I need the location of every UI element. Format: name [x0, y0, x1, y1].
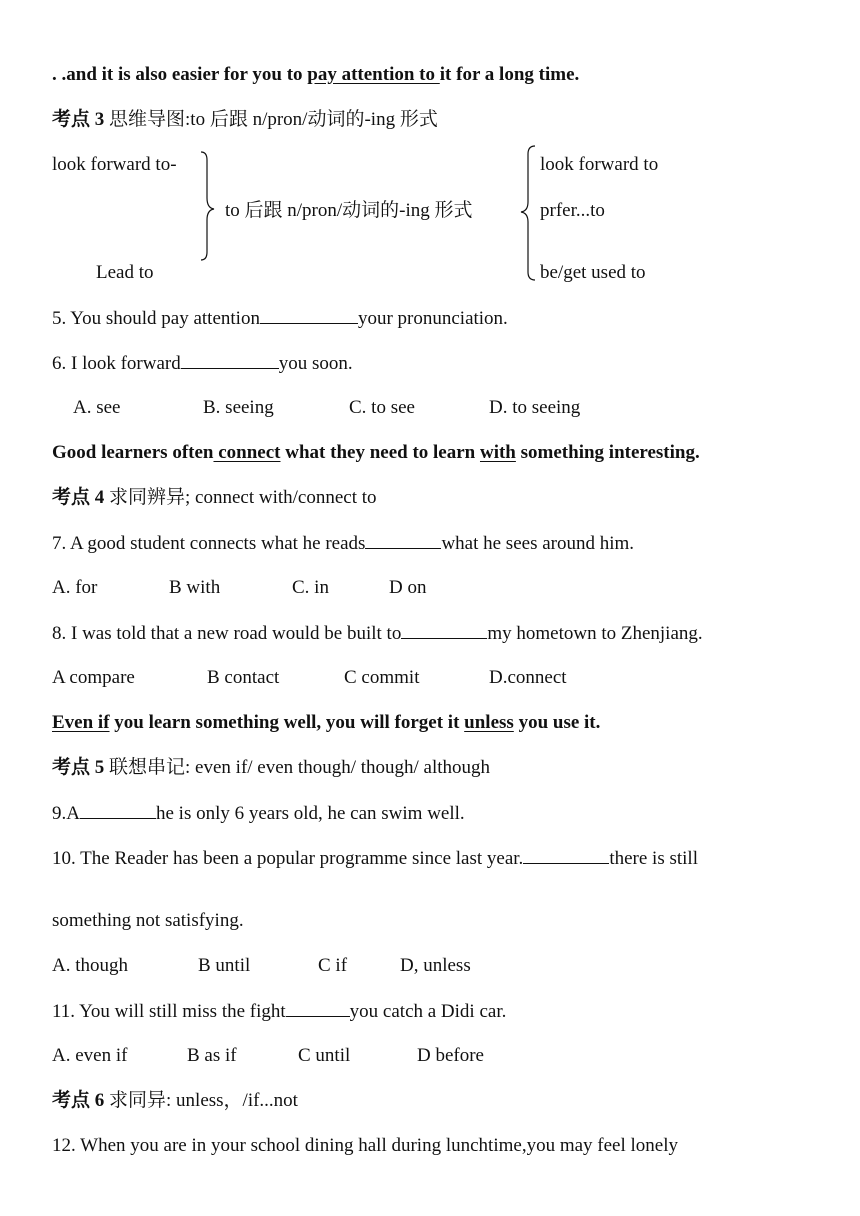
intro-text-2: it for a long time.	[439, 64, 580, 85]
answer-blank[interactable]	[286, 999, 350, 1017]
option-a[interactable]: A. even if	[52, 1045, 128, 1066]
question-11-text-2: you catch a Didi car.	[349, 1001, 507, 1022]
option-a[interactable]: A compare	[52, 667, 135, 688]
even-if-text-2: you use it.	[513, 712, 601, 733]
intro-sentence	[52, 63, 579, 87]
answer-blank[interactable]	[365, 531, 441, 549]
option-b[interactable]: B contact	[207, 667, 280, 688]
answer-blank[interactable]	[260, 306, 358, 324]
option-a[interactable]: A. though	[52, 955, 128, 976]
question-6	[52, 351, 353, 376]
question-6-text-2: you soon.	[278, 353, 353, 374]
even-if-text-1: you learn something well, you will forget it	[109, 712, 465, 733]
connect-sentence	[52, 441, 700, 465]
mindmap-right-2: prfer...to	[540, 200, 605, 221]
key-point-5	[52, 756, 490, 780]
option-c[interactable]: C. to see	[349, 397, 415, 418]
mindmap-left-1: look forward to-	[52, 154, 177, 175]
question-8	[52, 621, 703, 646]
mindmap-right-brace	[516, 144, 538, 282]
even-if-sentence	[52, 711, 600, 735]
question-10-text-1: 10. The Reader has been a popular programme since last year.	[52, 848, 524, 869]
key-point-3-label: 考点 3	[52, 109, 105, 130]
key-point-4-label: 考点 4	[52, 487, 105, 508]
answer-blank[interactable]	[523, 846, 609, 864]
key-point-5-label: 考点 5	[52, 757, 105, 778]
option-d[interactable]: D. to seeing	[489, 397, 581, 418]
option-c[interactable]: C if	[318, 955, 348, 976]
question-11	[52, 999, 506, 1024]
key-point-4	[52, 486, 377, 510]
mindmap-left-brace	[198, 150, 220, 262]
question-5-text-2: your pronunciation.	[357, 308, 508, 329]
key-point-6-label: 考点 6	[52, 1090, 105, 1111]
question-10-continued: something not satisfying.	[52, 910, 244, 931]
question-5-text-1: 5. You should pay attention	[52, 308, 260, 329]
key-point-6-text: 求同异: unless，/if...not	[104, 1090, 298, 1111]
intro-text-1: . .and it is also easier for you to	[52, 64, 308, 85]
intro-underlined-phrase: pay attention to	[307, 64, 440, 85]
key-point-3	[52, 108, 438, 132]
connect-text-3: something interesting.	[515, 442, 700, 463]
option-b[interactable]: B until	[198, 955, 251, 976]
option-d[interactable]: D on	[389, 577, 427, 598]
question-7-text-2: what he sees around him.	[441, 533, 635, 554]
question-9-text-1: 9.A	[52, 803, 80, 824]
option-d[interactable]: D, unless	[400, 955, 471, 976]
option-c[interactable]: C. in	[292, 577, 329, 598]
question-11-text-1: 11. You will still miss the fight	[52, 1001, 286, 1022]
question-12: 12. When you are in your school dining hall during lunchtime,you may feel lonely	[52, 1135, 678, 1156]
option-b[interactable]: B as if	[187, 1045, 237, 1066]
mindmap-right-1: look forward to	[540, 154, 659, 175]
option-b[interactable]: B with	[169, 577, 221, 598]
question-5	[52, 306, 508, 331]
mindmap-left-2: Lead to	[96, 262, 154, 283]
option-b[interactable]: B. seeing	[203, 397, 274, 418]
answer-blank[interactable]	[401, 621, 487, 639]
even-if-underlined-2: unless	[464, 712, 514, 733]
connect-underlined-1: connect	[213, 442, 281, 463]
question-6-text-1: 6. I look forward	[52, 353, 181, 374]
mindmap-center: to 后跟 n/pron/动词的-ing 形式	[225, 200, 473, 221]
option-c[interactable]: C until	[298, 1045, 351, 1066]
connect-text-1: Good learners often	[52, 442, 214, 463]
question-7-text-1: 7. A good student connects what he reads	[52, 533, 366, 554]
key-point-6	[52, 1089, 298, 1113]
option-a[interactable]: A. for	[52, 577, 98, 598]
connect-text-2: what they need to learn	[280, 442, 480, 463]
key-point-4-text: 求同辨异; connect with/connect to	[104, 487, 377, 508]
connect-underlined-2: with	[479, 442, 516, 463]
answer-blank[interactable]	[80, 801, 156, 819]
question-7	[52, 531, 634, 556]
question-10-text-2: there is still	[609, 848, 698, 869]
answer-blank[interactable]	[181, 351, 279, 369]
question-10	[52, 846, 698, 871]
option-d[interactable]: D.connect	[489, 667, 567, 688]
option-d[interactable]: D before	[417, 1045, 484, 1066]
mindmap-right-3: be/get used to	[540, 262, 646, 283]
question-8-text-1: 8. I was told that a new road would be built to	[52, 623, 402, 644]
question-8-text-2: my hometown to Zhenjiang.	[487, 623, 703, 644]
question-9-text-2: he is only 6 years old, he can swim well.	[155, 803, 465, 824]
key-point-5-text: 联想串记: even if/ even though/ though/ although	[104, 757, 491, 778]
option-a[interactable]: A. see	[73, 397, 121, 418]
key-point-3-text: 思维导图:to 后跟 n/pron/动词的-ing 形式	[104, 109, 438, 130]
even-if-underlined-1: Even if	[52, 712, 110, 733]
option-c[interactable]: C commit	[344, 667, 420, 688]
question-9	[52, 801, 465, 826]
